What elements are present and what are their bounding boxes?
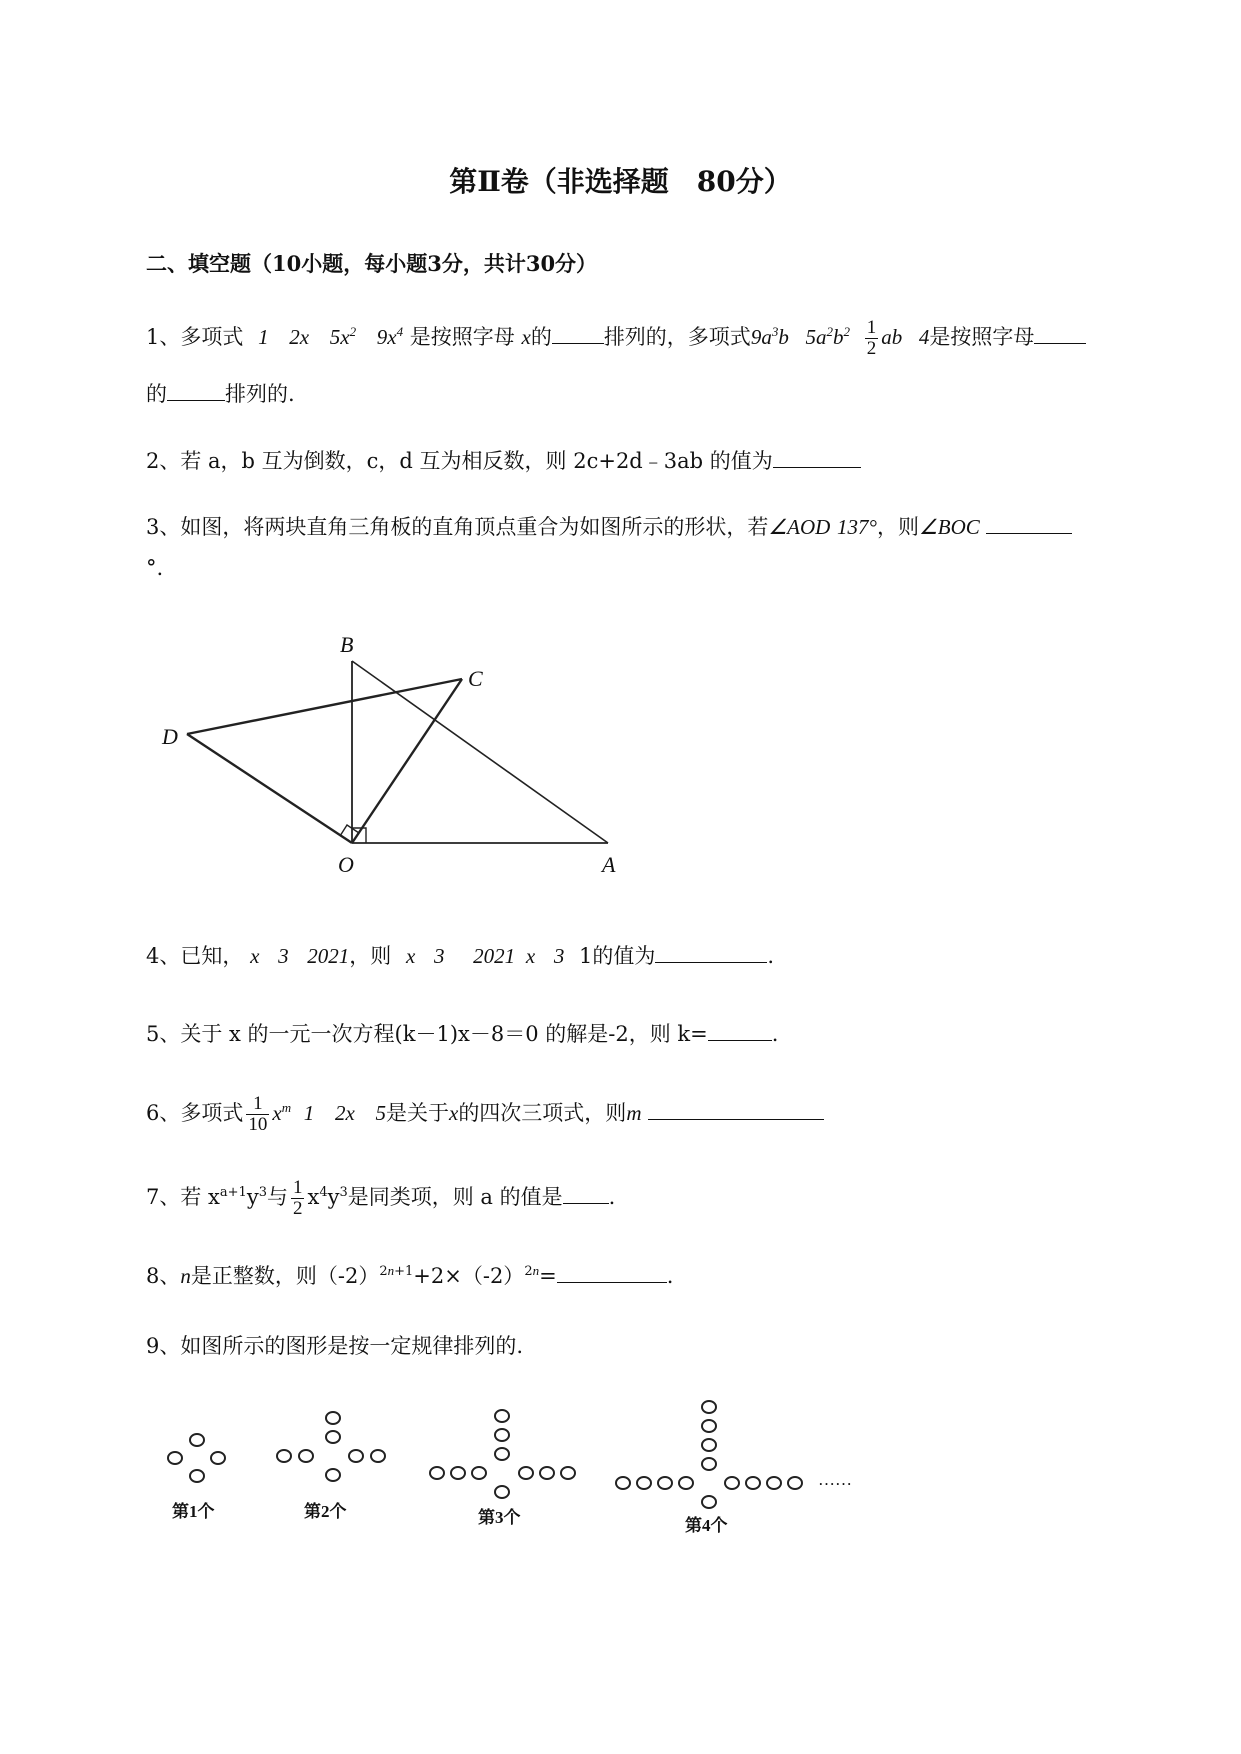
label-b: B — [340, 632, 354, 657]
q2-blank[interactable] — [773, 449, 861, 468]
q8-text2: +2×（-2） — [413, 1264, 525, 1288]
question-2 — [146, 445, 861, 475]
q8-n: n — [180, 1264, 191, 1288]
right-angle-mark-doc — [340, 825, 359, 836]
q4-x1: x — [250, 944, 260, 968]
caption-3: 第3个 — [478, 1508, 521, 1527]
q7-prefix: 7、若 x — [146, 1184, 220, 1209]
pattern-2 — [277, 1412, 385, 1481]
q4-part2: 3 — [433, 944, 445, 968]
triangle-figure — [150, 628, 650, 878]
question-1-line-1 — [146, 318, 1086, 359]
q3-angle-aod-value: 137° — [837, 515, 877, 539]
q5-blank[interactable] — [708, 1022, 772, 1041]
q4-part3: 3 — [553, 944, 565, 968]
section-heading: 二、填空题（10小题，每小题3分，共计30分） — [146, 251, 598, 276]
question-1-line-2 — [146, 378, 295, 408]
segment-od — [187, 734, 352, 843]
question-3-line-2 — [146, 556, 163, 580]
question-5 — [146, 1018, 778, 1048]
q1-term-a: 1 — [258, 324, 269, 349]
q6-x-power: $x^m$ — [272, 1099, 292, 1125]
q2-text: 2、若 a，b 互为倒数，c，d 互为相反数，则 2c+2d﹣3ab 的值为 — [146, 449, 773, 473]
q4-val2: 2021 — [473, 944, 516, 968]
q1-mid-text4: 是按照字母 — [929, 324, 1035, 349]
q7-suffix: 是同类项，则 a 的值是 — [347, 1184, 563, 1209]
q4-x3: x — [525, 944, 536, 968]
label-c: C — [468, 666, 483, 691]
q3-angle-aod: ∠AOD — [768, 515, 831, 539]
caption-4: 第4个 — [685, 1516, 728, 1535]
caption-1: 第1个 — [172, 1502, 215, 1521]
q6-blank[interactable] — [648, 1101, 824, 1120]
q7-mid1: y — [246, 1184, 259, 1209]
q3-line2: °. — [146, 556, 164, 580]
q6-prefix: 6、多项式 — [146, 1100, 244, 1125]
label-o: O — [338, 852, 354, 877]
question-8 — [146, 1260, 673, 1290]
q8-text1: 是正整数，则（-2） — [190, 1264, 380, 1288]
q8-prefix: 8、 — [146, 1264, 181, 1288]
q1-mid-text2: 的 — [530, 324, 552, 349]
q4-val1: 2021 — [307, 944, 350, 968]
circle-pattern-figure — [150, 1395, 910, 1545]
q6-term2: 2x — [334, 1100, 355, 1125]
question-9 — [146, 1330, 523, 1360]
q6-mid: 是关于 — [385, 1100, 449, 1125]
question-4 — [146, 940, 774, 970]
q1-poly2-c: ab — [881, 324, 903, 349]
question-7 — [146, 1178, 615, 1219]
q3-blank[interactable] — [986, 515, 1072, 534]
q7-end: . — [608, 1184, 616, 1209]
q3-mid: ，则 — [876, 515, 919, 539]
question-3-line-1 — [146, 511, 1072, 541]
q7-blank[interactable] — [563, 1185, 609, 1204]
q1-blank-3[interactable] — [167, 382, 225, 401]
q6-fraction: $\frac{1}{10}$ — [248, 1093, 268, 1135]
q4-blank[interactable] — [655, 944, 767, 963]
q7-exp3: 4 — [319, 1184, 328, 1200]
pattern-4 — [616, 1401, 802, 1508]
segment-dc — [187, 679, 462, 734]
q8-suffix: . — [666, 1264, 674, 1288]
q7-mid2: 与 — [266, 1184, 288, 1209]
question-6 — [146, 1094, 824, 1135]
q7-exp1: a+1 — [219, 1184, 247, 1200]
pattern-1 — [168, 1434, 225, 1482]
page-title: 第Ⅱ卷（非选择题 80分） — [449, 165, 792, 198]
q1-line2-prefix: 的 — [146, 382, 167, 406]
segment-oc — [352, 679, 462, 843]
q1-term-b: 2x — [289, 324, 310, 349]
q4-mid: ，则 — [349, 944, 392, 968]
q4-suffix: . — [767, 944, 775, 968]
q4-part4: 1的值为 — [579, 944, 656, 968]
caption-2: 第2个 — [304, 1502, 347, 1521]
q8-exp2: 2n — [524, 1263, 540, 1279]
q1-poly2-d: 4 — [918, 324, 930, 349]
q5-text: 5、关于 x 的一元一次方程(k－1)x－8＝0 的解是-2，则 k= — [146, 1022, 708, 1046]
q7-x2: x — [307, 1184, 320, 1209]
q1-letter: x — [521, 324, 531, 349]
q1-line2-suffix: 排列的. — [225, 382, 295, 406]
q8-text3: = — [539, 1264, 557, 1288]
q6-term: 1 — [303, 1100, 315, 1125]
q1-mid-text3: 排列的，多项式 — [603, 324, 751, 349]
q7-fraction: $\frac{1}{2}$ — [292, 1177, 303, 1219]
q1-term-d: $9x^4$ — [376, 323, 404, 349]
q7-exp2: 3 — [258, 1184, 267, 1200]
q9-text: 9、如图所示的图形是按一定规律排列的. — [146, 1334, 524, 1358]
pattern-ellipsis: …… — [818, 1470, 852, 1489]
q1-poly2-b: $5a^2b^2$ — [805, 323, 850, 349]
q4-part1: 3 — [278, 944, 289, 968]
q1-mid-text: 是按照字母 — [409, 324, 515, 349]
q7-exp4: 3 — [339, 1184, 348, 1200]
q7-y2: y — [327, 1184, 340, 1209]
q8-exp1: 2n+1 — [379, 1263, 414, 1279]
q1-term-c: $5x^2$ — [329, 323, 357, 349]
q6-m: m — [626, 1100, 642, 1125]
q3-prefix: 3、如图，将两块直角三角板的直角顶点重合为如图所示的形状，若 — [146, 515, 769, 539]
q1-blank-2[interactable] — [1034, 325, 1086, 344]
pattern-3 — [430, 1410, 575, 1498]
q1-prefix: 1、多项式 — [146, 324, 244, 349]
label-d: D — [162, 724, 178, 749]
q4-prefix: 4、已知， — [146, 944, 244, 968]
q5-suffix: . — [771, 1022, 779, 1046]
q3-angle-boc: ∠BOC — [918, 515, 980, 539]
q1-fraction: $\frac{1}{2}$ — [866, 317, 877, 359]
q1-poly2-a: $9a^3b$ — [750, 323, 789, 349]
q1-blank-1[interactable] — [552, 325, 604, 344]
label-a: A — [602, 852, 616, 877]
q6-term3: 5 — [375, 1100, 386, 1125]
q4-x2: x — [405, 944, 416, 968]
q6-letter: x — [448, 1100, 459, 1125]
q6-mid2: 的四次三项式，则 — [458, 1100, 627, 1125]
q8-blank[interactable] — [557, 1264, 667, 1283]
